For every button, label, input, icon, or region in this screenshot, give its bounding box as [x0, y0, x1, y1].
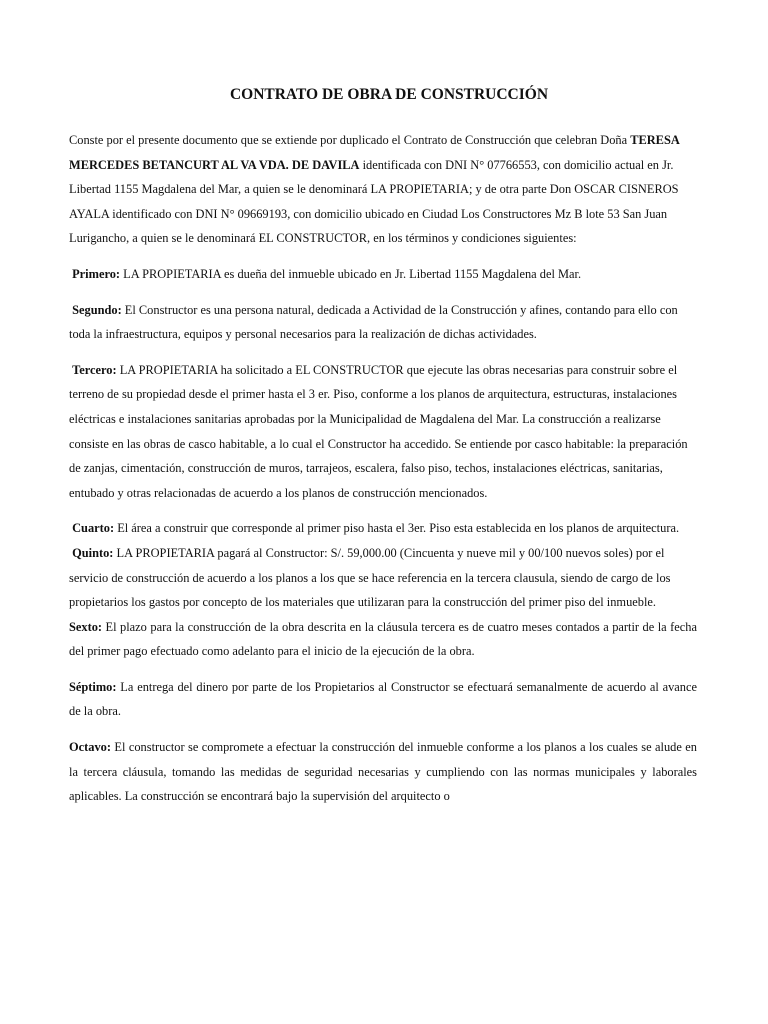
- clause-label: Segundo:: [72, 302, 122, 317]
- clause-text: LA PROPIETARIA pagará al Constructor: S/. 59,000.00 (Cincuenta y nueve mil y 00/100 nuevos soles) por el servicio de construcción de acuerdo a los planos a los que se hace referencia en la tercera clausula, siendo de cargo de los propietarios los gastos por concepto de los materiales que utilizaran para la construcción del primer piso del inmueble.: [69, 545, 671, 610]
- clause-label: Sexto:: [69, 619, 103, 634]
- clause-text: El plazo para la construcción de la obra descrita en la cláusula tercera es de cuatro meses contados a partir de la fecha del primer pago efectuado como adelanto para el inicio de la ejecución de la obra.: [69, 619, 697, 659]
- clause-text: El Constructor es una persona natural, dedicada a Actividad de la Construcción y afines, contando para ello con toda la infraestructura, equipos y personal necesarios para la realización de dichas actividades.: [69, 302, 678, 342]
- clause-text: LA PROPIETARIA ha solicitado a EL CONSTRUCTOR que ejecute las obras necesarias para construir sobre el terreno de su propiedad desde el primer hasta el 3 er. Piso, conforme a los planos de arquitectura, estructuras, instalaciones eléctricas e instalaciones sanitarias aprobadas por la Municipalidad de Magdalena del Mar. La construcción a realizarse consiste en las obras de casco habitable, a lo cual el Constructor ha accedido. Se entiende por casco habitable: la preparación de zanjas, cimentación, construcción de muros, tarrajeos, escalera, falso piso, techos, instalaciones eléctricas, sanitarias, entubado y otras relacionadas de acuerdo a los planos de construcción mencionados.: [69, 362, 688, 500]
- clause-label: Tercero:: [72, 362, 117, 377]
- clause-text: LA PROPIETARIA es dueña del inmueble ubicado en Jr. Libertad 1155 Magdalena del Mar.: [120, 266, 582, 281]
- clause-octavo: [69, 735, 697, 809]
- clause-quinto: [69, 541, 697, 615]
- clause-primero: [69, 262, 697, 287]
- clause-cuarto: [69, 516, 697, 541]
- clause-segundo: [69, 298, 697, 347]
- intro-paragraph: [69, 128, 697, 251]
- clause-septimo: [69, 675, 697, 724]
- clause-text: El constructor se compromete a efectuar la construcción del inmueble conforme a los planos a los cuales se alude en la tercera cláusula, tomando las medidas de seguridad necesarias y cumpliendo con las normas municipales y laborales aplicables. La construcción se encontrará bajo la supervisión del arquitecto o: [69, 740, 697, 804]
- clause-label: Octavo:: [69, 740, 111, 755]
- clause-tercero: [69, 358, 697, 506]
- intro-text-end: identificada con DNI N° 07766553, con domicilio actual en Jr. Libertad 1155 Magdalena del Mar, a quien se le denominará LA PROPIETARIA; y de otra parte Don OSCAR CISNEROS AYALA identificado con DNI N° 09669193, con domicilio ubicado en Ciudad Los Constructores Mz B lote 53 San Juan Lurigancho, a quien se le denominará EL CONSTRUCTOR, en los términos y condiciones siguientes:: [69, 157, 679, 246]
- clause-label: Quinto:: [72, 545, 114, 560]
- clause-label: Cuarto:: [72, 521, 115, 536]
- clause-text: El área a construir que corresponde al primer piso hasta el 3er. Piso esta establecida en los planos de arquitectura.: [114, 521, 680, 536]
- clause-label: Primero:: [72, 266, 121, 281]
- owner-name: TERESA MERCEDES BETANCURT AL VA VDA. DE DAVILA: [69, 133, 680, 172]
- clause-text: La entrega del dinero por parte de los Propietarios al Constructor se efectuará semanalmente de acuerdo al avance de la obra.: [69, 679, 697, 719]
- clause-sexto: [69, 615, 697, 664]
- document-title: CONTRATO DE OBRA DE CONSTRUCCIÓN: [229, 86, 549, 103]
- intro-text-start: Conste por el presente documento que se extiende por duplicado el Contrato de Construcción que celebran Doña: [69, 133, 631, 147]
- clause-label: Séptimo:: [69, 679, 117, 694]
- document-page: [69, 86, 697, 809]
